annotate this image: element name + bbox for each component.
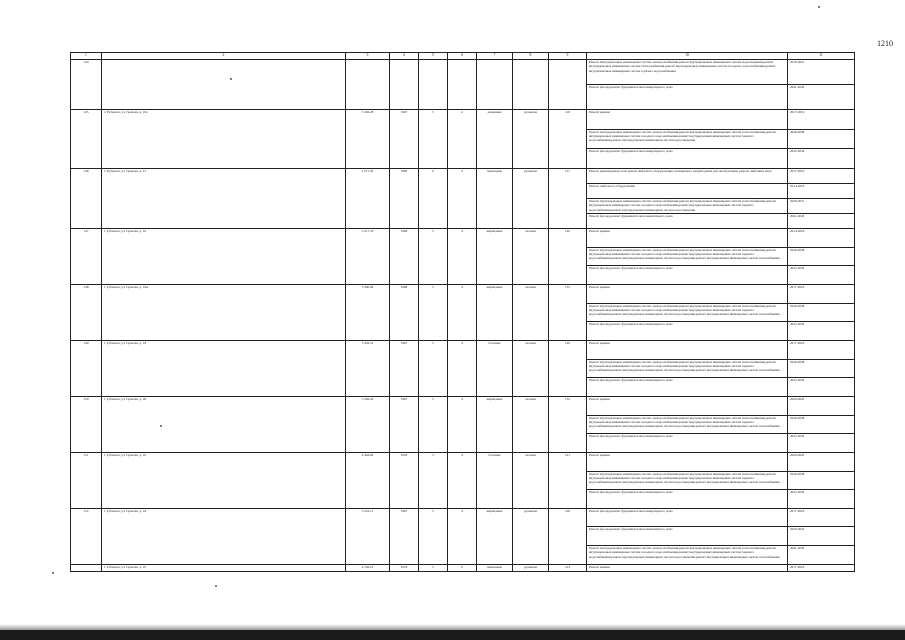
repair-period-cell: 2026-2028 — [788, 303, 855, 322]
repair-period-cell: 2017-2019 — [788, 564, 855, 571]
floors-cell: 3 — [419, 452, 448, 508]
area-cell: 3 459,52 — [346, 340, 390, 396]
repair-works-cell: Ремонт внутридомовых инженерных систем электроснабжения,ремонт внутридомовых инженерных систем теплоснабжения,ремонт внутридомовых инженерных систем холодного водоснабжения,ремонт внутридомовых инженерных систем горячего водоснабжения,ремонт внутридомовых инженерных систем водоотведения — [587, 129, 788, 149]
floors-cell: 5 — [419, 228, 448, 284]
scan-speck — [818, 6, 820, 8]
wall-material-cell: панельные — [477, 168, 513, 228]
entrances-cell: 4 — [448, 508, 477, 564]
year-built-cell — [390, 60, 419, 110]
repair-period-cell: 2020-2022 — [788, 452, 855, 471]
repair-works-cell: Ремонт внутридомовых инженерных систем электроснабжения,ремонт внутридомовых инженерных систем теплоснабжения,ремонт внутридомовых инженерных систем холодного водоснабжения,ремонт внутридомовых инженерных систем горячего водоснабжения,ремонт внутридомовых инженерных систем водоотведения,ремонт внутридомовых инженерных систем газоснабжения — [587, 471, 788, 490]
column-header-9: 9 — [549, 53, 587, 60]
row-index-cell: 147 — [71, 228, 102, 284]
scan-edge — [0, 630, 905, 640]
flats-cell: 110 — [549, 110, 587, 169]
area-cell: 3 456,28 — [346, 110, 390, 169]
flats-cell: 127 — [549, 168, 587, 228]
repair-period-cell: 2017-2019 — [788, 340, 855, 359]
year-built-cell: 1967 — [390, 110, 419, 169]
wall-material-cell: панельные — [477, 564, 513, 571]
repair-period-cell: 2041-2043 — [788, 85, 855, 110]
area-cell: 3 216,11 — [346, 508, 390, 564]
repair-period-cell: 2017-2019 — [788, 284, 855, 303]
year-built-cell: 1967 — [390, 508, 419, 564]
repair-works-cell: Ремонт фасада,ремонт фундамента многоквартирного дома — [587, 322, 788, 341]
address-cell: г. Рубцовск, ул. Громова, д. 24 — [102, 508, 346, 564]
address-cell: г. Рубцовск, ул. Громова, д. 16 — [102, 228, 346, 284]
repair-works-cell: Ремонт крыши — [587, 396, 788, 415]
repair-works-cell: Ремонт крыши,ремонт или замена лифтового оборудования, признанного непригодным для эксплуатации, ремонт лифтовых шахт — [587, 168, 788, 183]
table-row — [71, 508, 855, 527]
scan-speck — [215, 585, 217, 587]
repair-period-cell: 2029-2031 — [788, 198, 855, 213]
capital-repair-register — [70, 52, 854, 572]
wall-material-cell: каменные — [477, 110, 513, 169]
page-number: 1210 — [877, 39, 893, 48]
table-row — [71, 452, 855, 471]
year-built-cell: 1956 — [390, 452, 419, 508]
repair-period-cell: 2041-2043 — [788, 213, 855, 228]
flats-cell: 103 — [549, 564, 587, 571]
repair-works-cell: Ремонт внутридомовых инженерных систем электроснабжения,ремонт внутридомовых инженерных систем теплоснабжения,ремонт внутридомовых инженерных систем холодного водоснабжения,ремонт внутридомовых инженерных систем горячего водоснабжения,ремонт внутридомовых инженерных систем водоотведения,ремонт внутридомовых инженерных систем газоснабжения — [587, 359, 788, 378]
address-cell — [102, 60, 346, 110]
register-table — [70, 52, 855, 572]
repair-period-cell: 2020-2022 — [788, 527, 855, 546]
repair-works-cell: Ремонт фасада,ремонт фундамента многоквартирного дома — [587, 508, 788, 527]
repair-period-cell: 2017-2019 — [788, 110, 855, 130]
repair-works-cell: Ремонт внутридомовых инженерных систем электроснабжения,ремонт внутридомовых инженерных систем водоотведения,ремонт внутридомовых инженерных систем теплоснабжения,ремонт внутридомовых инженерных систем холодного водоснабжения,ремонт внутридомовых инженерных систем горячего водоснабжения — [587, 60, 788, 85]
repair-period-cell: 2026-2028 — [788, 247, 855, 266]
repair-works-cell: Ремонт фасада,ремонт фундамента многоквартирного дома — [587, 490, 788, 509]
area-cell: 4 464,60 — [346, 452, 390, 508]
table-row — [71, 564, 855, 571]
repair-period-cell: 2041-2043 — [788, 546, 855, 565]
row-index-cell: 152 — [71, 508, 102, 564]
column-number-row — [71, 53, 855, 60]
entrances-cell: 4 — [448, 228, 477, 284]
repair-works-cell: Ремонт внутридомовых инженерных систем электроснабжения,ремонт внутридомовых инженерных систем теплоснабжения,ремонт внутридомовых инженерных систем холодного водоснабжения,ремонт внутридомовых инженерных систем горячего водоснабжения,ремонт внутридомовых инженерных систем водоотведения,ремонт внутридомовых инженерных систем газоснабжения — [587, 247, 788, 266]
repair-works-cell: Ремонт внутридомовых инженерных систем электроснабжения,ремонт внутридомовых инженерных систем теплоснабжения,ремонт внутридомовых инженерных систем холодного водоснабжения,ремонт внутридомовых инженерных систем горячего водоснабжения,ремонт внутридомовых инженерных систем водоотведения — [587, 198, 788, 213]
repair-period-cell: 2032-2034 — [788, 378, 855, 397]
column-header-3: 3 — [346, 53, 390, 60]
repair-period-cell: 2026-2028 — [788, 359, 855, 378]
area-cell: 2 071,50 — [346, 168, 390, 228]
row-index-cell: 144 — [71, 60, 102, 110]
floors-cell: 9 — [419, 168, 448, 228]
roof-type-cell: рулонная — [513, 564, 549, 571]
repair-works-cell: Ремонт крыши — [587, 564, 788, 571]
repair-works-cell: Ремонт крыши — [587, 228, 788, 247]
flats-cell: 149 — [549, 340, 587, 396]
floors-cell: 5 — [419, 284, 448, 340]
floors-cell: 5 — [419, 396, 448, 452]
repair-works-cell: Ремонт внутридомовых инженерных систем электроснабжения,ремонт внутридомовых инженерных систем теплоснабжения,ремонт внутридомовых инженерных систем холодного водоснабжения,ремонт внутридомовых инженерных систем горячего водоснабжения,ремонт внутридомовых инженерных систем водоотведения,ремонт внутридомовых инженерных систем газоснабжения — [587, 415, 788, 434]
year-built-cell: 1982 — [390, 168, 419, 228]
repair-period-cell: 2032-2034 — [788, 266, 855, 285]
address-cell: г. Рубцовск, ул. Громова, д. 15 — [102, 168, 346, 228]
flats-cell: 155 — [549, 284, 587, 340]
flats-cell: 106 — [549, 508, 587, 564]
scan-speck — [160, 425, 162, 427]
roof-type-cell: скатная — [513, 396, 549, 452]
table-row — [71, 396, 855, 415]
entrances-cell: 4 — [448, 110, 477, 169]
table-row — [71, 340, 855, 359]
address-cell: г. Рубцовск, ул. Громова, д. 18 — [102, 340, 346, 396]
year-built-cell: 1976 — [390, 564, 419, 571]
roof-type-cell: скатная — [513, 228, 549, 284]
area-cell — [346, 60, 390, 110]
column-header-11: 11 — [788, 53, 855, 60]
table-row — [71, 284, 855, 303]
repair-period-cell: 2014-2016 — [788, 228, 855, 247]
repair-period-cell: 2032-2034 — [788, 149, 855, 169]
row-index-cell: 148 — [71, 284, 102, 340]
flats-cell — [549, 60, 587, 110]
roof-type-cell: скатная — [513, 284, 549, 340]
year-built-cell: 1966 — [390, 228, 419, 284]
address-cell: г. Рубцовск, ул. Громова, д. 16А — [102, 284, 346, 340]
floors-cell — [419, 60, 448, 110]
repair-works-cell: Ремонт фасада,ремонт фундамента многоквартирного дома — [587, 85, 788, 110]
repair-works-cell: Ремонт фасада,ремонт фундамента многоквартирного дома — [587, 378, 788, 397]
column-header-8: 8 — [513, 53, 549, 60]
wall-material-cell: кирпичные — [477, 508, 513, 564]
wall-material-cell: кирпичные — [477, 228, 513, 284]
roof-type-cell: скатная — [513, 340, 549, 396]
entrances-cell: 3 — [448, 168, 477, 228]
address-cell: г. Рубцовск, ул. Громова, д. 20 — [102, 396, 346, 452]
entrances-cell — [448, 60, 477, 110]
table-row — [71, 60, 855, 85]
wall-material-cell: блочные — [477, 340, 513, 396]
scan-speck — [52, 572, 54, 574]
repair-works-cell: Ремонт фасада,ремонт фундамента многоквартирного дома — [587, 149, 788, 169]
repair-works-cell: Ремонт фасада,ремонт фундамента многоквартирного дома — [587, 266, 788, 285]
area-cell: 3 217,70 — [346, 228, 390, 284]
repair-works-cell: Ремонт внутридомовых инженерных систем электроснабжения,ремонт внутридомовых инженерных систем теплоснабжения,ремонт внутридомовых инженерных систем холодного водоснабжения,ремонт внутридомовых инженерных систем горячего водоснабжения,ремонт внутридомовых инженерных систем водоотведения,ремонт внутридомовых инженерных систем газоснабжения — [587, 546, 788, 565]
column-header-1: 1 — [71, 53, 102, 60]
floors-cell: 5 — [419, 110, 448, 169]
year-built-cell: 1967 — [390, 340, 419, 396]
row-index-cell — [71, 564, 102, 571]
repair-period-cell: 2017-2019 — [788, 508, 855, 527]
wall-material-cell: блочные — [477, 452, 513, 508]
table-row — [71, 168, 855, 183]
column-header-4: 4 — [390, 53, 419, 60]
area-cell: 4 726,10 — [346, 564, 390, 571]
area-cell: 3 300,06 — [346, 284, 390, 340]
table-row — [71, 228, 855, 247]
floors-cell: 5 — [419, 508, 448, 564]
roof-type-cell — [513, 60, 549, 110]
column-header-7: 7 — [477, 53, 513, 60]
row-index-cell: 146 — [71, 168, 102, 228]
row-index-cell: 150 — [71, 396, 102, 452]
repair-works-cell: Ремонт крыши — [587, 340, 788, 359]
repair-works-cell: Ремонт внутридомовых инженерных систем электроснабжения,ремонт внутридомовых инженерных систем теплоснабжения,ремонт внутридомовых инженерных систем холодного водоснабжения,ремонт внутридомовых инженерных систем горячего водоснабжения,ремонт внутридомовых инженерных систем водоотведения,ремонт внутридомовых инженерных систем газоснабжения — [587, 303, 788, 322]
row-index-cell: 145 — [71, 110, 102, 169]
address-cell: г. Рубцовск, ул. Громова, д. 22 — [102, 452, 346, 508]
roof-type-cell: рулонная — [513, 508, 549, 564]
row-index-cell: 149 — [71, 340, 102, 396]
entrances-cell: 4 — [448, 340, 477, 396]
roof-type-cell: рулонная — [513, 168, 549, 228]
repair-works-cell: Ремонт крыши — [587, 284, 788, 303]
repair-period-cell: 2026-2028 — [788, 415, 855, 434]
year-built-cell: 1968 — [390, 284, 419, 340]
column-header-2: 2 — [102, 53, 346, 60]
entrances-cell: 4 — [448, 396, 477, 452]
wall-material-cell — [477, 60, 513, 110]
repair-period-cell: 2019-2021 — [788, 60, 855, 85]
wall-material-cell: кирпичные — [477, 396, 513, 452]
flats-cell: 152 — [549, 396, 587, 452]
floors-cell: 5 — [419, 564, 448, 571]
column-header-6: 6 — [448, 53, 477, 60]
register-body — [71, 60, 855, 572]
repair-works-cell: Ремонт лифтового оборудования — [587, 183, 788, 198]
repair-works-cell: Ремонт крыши — [587, 452, 788, 471]
floors-cell: 5 — [419, 340, 448, 396]
address-cell: г. Рубцовск, ул. Громова, д. 25 — [102, 564, 346, 571]
year-built-cell: 1967 — [390, 396, 419, 452]
repair-period-cell: 2026-2028 — [788, 471, 855, 490]
entrances-cell: 4 — [448, 452, 477, 508]
repair-works-cell: Ремонт фасада,ремонт фундамента многоквартирного дома — [587, 527, 788, 546]
repair-period-cell: 2020-2022 — [788, 396, 855, 415]
wall-material-cell: кирпичные — [477, 284, 513, 340]
roof-type-cell: рулонная — [513, 110, 549, 169]
column-header-10: 10 — [587, 53, 788, 60]
address-cell: г. Рубцовск, ул. Громова, д. 16а — [102, 110, 346, 169]
repair-period-cell: 2017-2019 — [788, 168, 855, 183]
repair-works-cell: Ремонт фасада,ремонт фундамента многоквартирного дома — [587, 434, 788, 453]
flats-cell: 191 — [549, 452, 587, 508]
repair-period-cell: 2032-2034 — [788, 322, 855, 341]
repair-works-cell: Ремонт крыши — [587, 110, 788, 130]
repair-period-cell: 2032-2034 — [788, 434, 855, 453]
entrances-cell: 6 — [448, 564, 477, 571]
scan-speck — [230, 78, 232, 80]
entrances-cell: 4 — [448, 284, 477, 340]
area-cell: 3 592,20 — [346, 396, 390, 452]
column-header-5: 5 — [419, 53, 448, 60]
table-row — [71, 110, 855, 130]
repair-period-cell: 2014-2016 — [788, 183, 855, 198]
row-index-cell: 151 — [71, 452, 102, 508]
roof-type-cell: скатная — [513, 452, 549, 508]
repair-period-cell: 2032-2034 — [788, 490, 855, 509]
repair-period-cell: 2026-2028 — [788, 129, 855, 149]
repair-works-cell: Ремонт фасада,ремонт фундамента многоквартирного дома — [587, 213, 788, 228]
flats-cell: 140 — [549, 228, 587, 284]
